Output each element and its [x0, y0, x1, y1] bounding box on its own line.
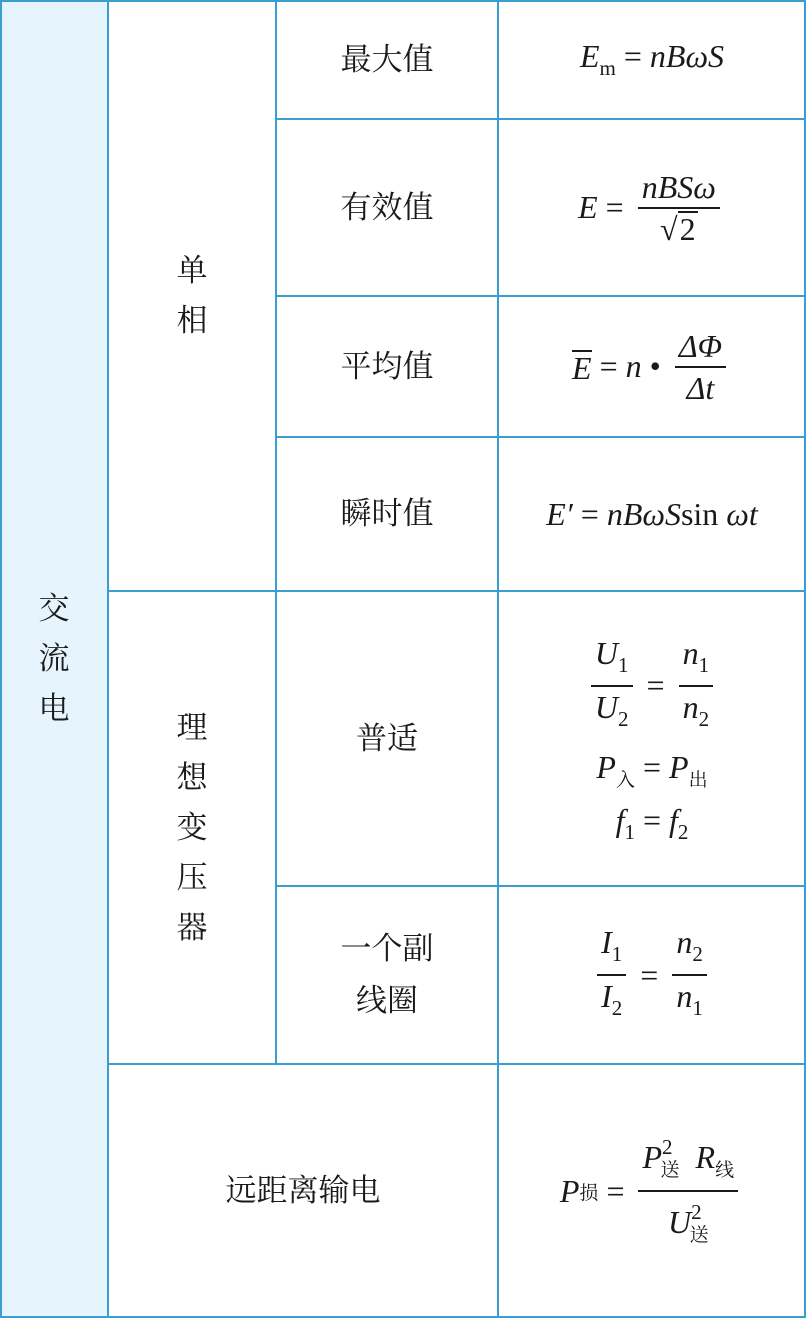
- divider: [276, 118, 806, 120]
- formula-transmission: [498, 1064, 806, 1318]
- row-name-transmission: 远距离输电: [108, 1064, 498, 1318]
- transformer-char: 压: [176, 859, 208, 896]
- ac-char: 交: [38, 591, 70, 627]
- ac-char: 电: [38, 691, 70, 727]
- row-name-average: 平均值: [276, 296, 498, 437]
- transformer-char: 器: [176, 909, 208, 946]
- transformer-char: 理: [176, 709, 208, 746]
- power-loss-formula: P 损 = $\frac{P^2_送 R_线}{U^2_送}$: [560, 1127, 744, 1255]
- frequency-equality-formula: $f_1 = f_2$: [615, 801, 689, 844]
- single-phase-label: [108, 0, 276, 591]
- row-name-general: 普适: [276, 591, 498, 886]
- instant-value-formula: E′ = nBωSsin ωt: [546, 495, 758, 532]
- divider: [276, 436, 806, 438]
- average-value-formula: E = n • $\frac{\Delta\Phi}{\Delta t}$: [572, 326, 732, 408]
- transformer-char: 变: [176, 809, 208, 846]
- formula-one-secondary: [498, 886, 806, 1064]
- divider: [108, 1063, 806, 1065]
- divider: [107, 0, 109, 1318]
- voltage-ratio-formula: $\frac{U_1}{U_2}$ = $\frac{n_1}{n_2}$: [585, 633, 719, 739]
- ac-char: 流: [38, 641, 70, 677]
- current-ratio-formula: $\frac{I_1}{I_2}$ = $\frac{n_2}{n_1}$: [591, 922, 713, 1028]
- row-name-line: 一个副: [340, 931, 434, 967]
- row-name-instant: 瞬时值: [276, 437, 498, 591]
- row-name-effective: 有效值: [276, 119, 498, 296]
- row-name-one-secondary: [276, 886, 498, 1064]
- divider: [276, 885, 806, 887]
- formula-effective: [498, 119, 806, 296]
- ac-label: [0, 0, 108, 1318]
- border-top: [0, 0, 806, 2]
- effective-value-formula: E = nBSω √ 2: [578, 167, 726, 249]
- formula-average: [498, 296, 806, 437]
- power-equality-formula: $P_入 = P_出$: [596, 748, 708, 791]
- divider: [108, 590, 806, 592]
- divider: [275, 0, 277, 1064]
- single-phase-char: 单: [176, 252, 208, 289]
- row-name-line: 线圈: [356, 983, 418, 1019]
- transformer-label: [108, 591, 276, 1064]
- border-left: [0, 0, 2, 1318]
- divider: [276, 295, 806, 297]
- formula-instant: [498, 437, 806, 591]
- row-name-max: 最大值: [276, 0, 498, 119]
- single-phase-char: 相: [176, 302, 208, 339]
- max-value-formula: $E_m = nB\omega S$: [579, 38, 725, 80]
- divider: [497, 0, 499, 1318]
- formula-max: [498, 0, 806, 119]
- formula-general: [498, 591, 806, 886]
- transformer-char: 想: [176, 759, 208, 796]
